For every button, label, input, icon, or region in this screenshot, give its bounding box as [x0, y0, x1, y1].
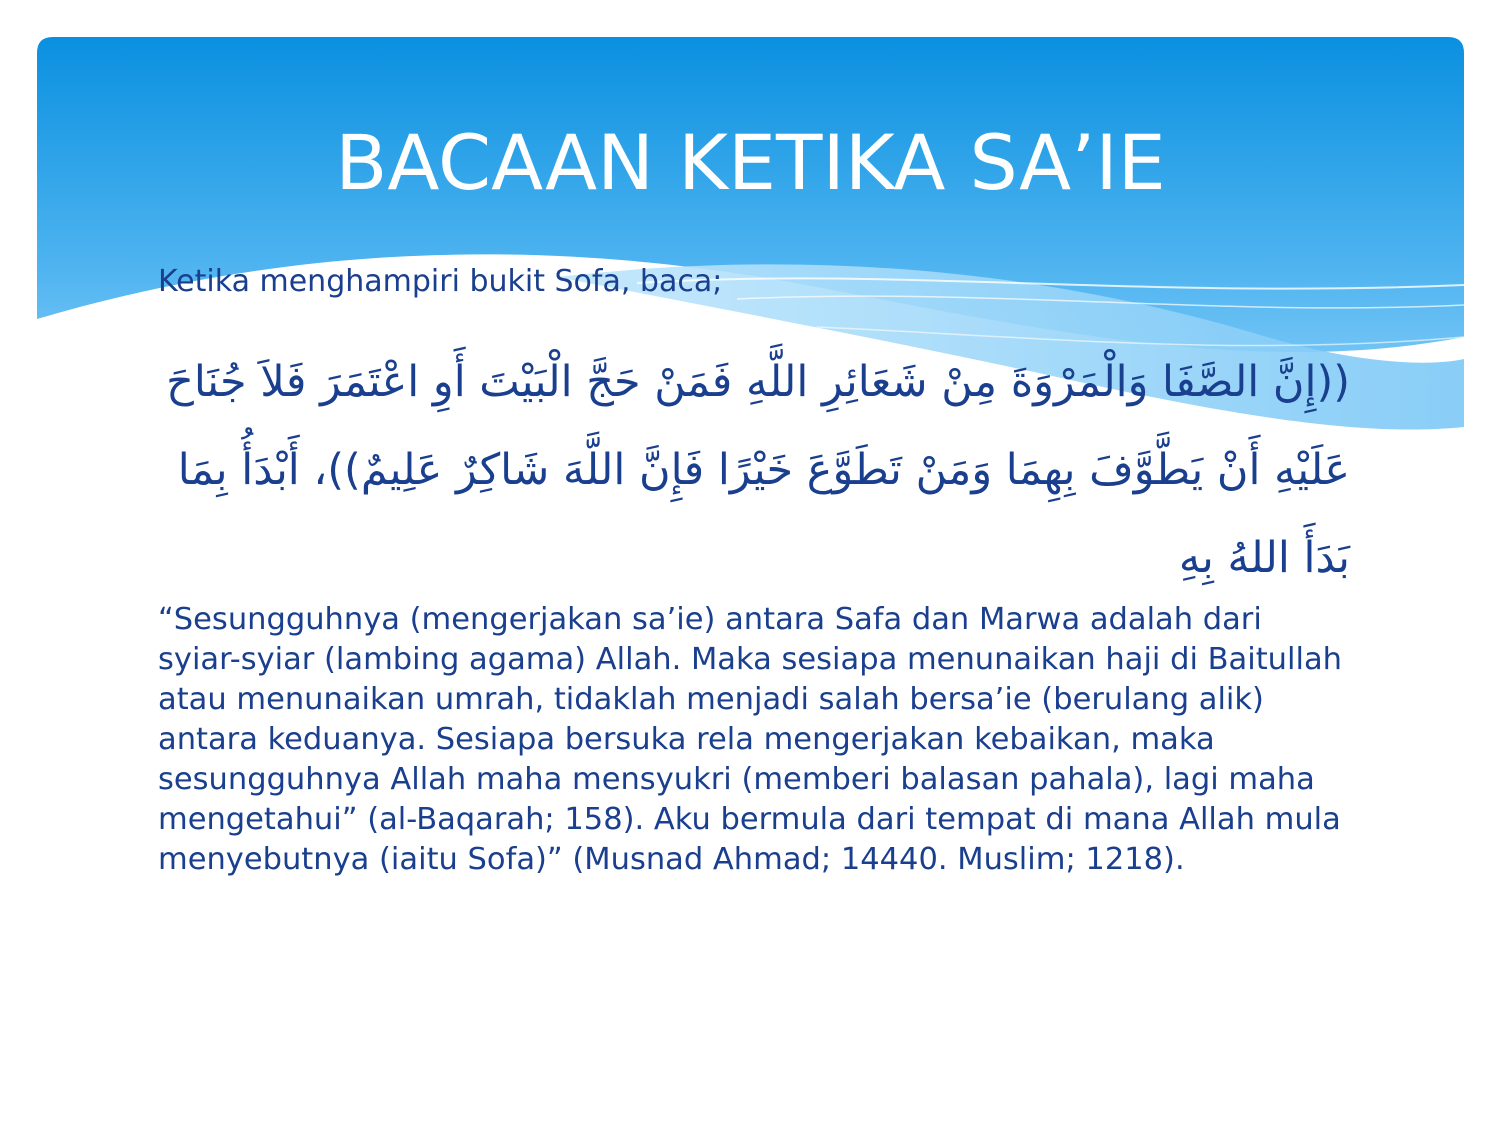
intro-text: Ketika menghampiri bukit Sofa, baca;	[158, 264, 723, 299]
translation-paragraph: “Sesungguhnya (mengerjakan sa’ie) antara Safa dan Marwa adalah dari syiar-syiar (lambing agama) Allah. Maka sesiapa menunaikan haji di Baitullah atau menunaikan umrah, tidaklah menjadi salah bersa’ie (berulang alik) antara keduanya. Sesiapa bersuka rela mengerjakan kebaikan, maka sesungguhnya Allah maha mensyukri (memberi balasan pahala), lagi maha mengetahui” (al-Baqarah; 158). Aku bermula dari tempat di mana Allah mula menyebutnya (iaitu Sofa)” (Musnad Ahmad; 14440. Muslim; 1218).	[158, 602, 1342, 877]
arabic-verse: ((إِنَّ الصَّفَا وَالْمَرْوَةَ مِنْ شَعَائِرِ اللَّهِ فَمَنْ حَجَّ الْبَيْتَ أَوِ اعْتَمَرَ فَلاَ جُنَاحَ عَلَيْهِ أَنْ يَطَّوَّفَ بِهِمَا وَمَنْ تَطَوَّعَ خَيْرًا فَإِنَّ اللَّهَ شَاكِرٌ عَلِيمٌ))، أَبْدَأُ بِمَا بَدَأَ اللهُ بِهِ	[166, 357, 1350, 583]
slide-title: BACAAN KETIKA SA’IE	[335, 118, 1166, 207]
